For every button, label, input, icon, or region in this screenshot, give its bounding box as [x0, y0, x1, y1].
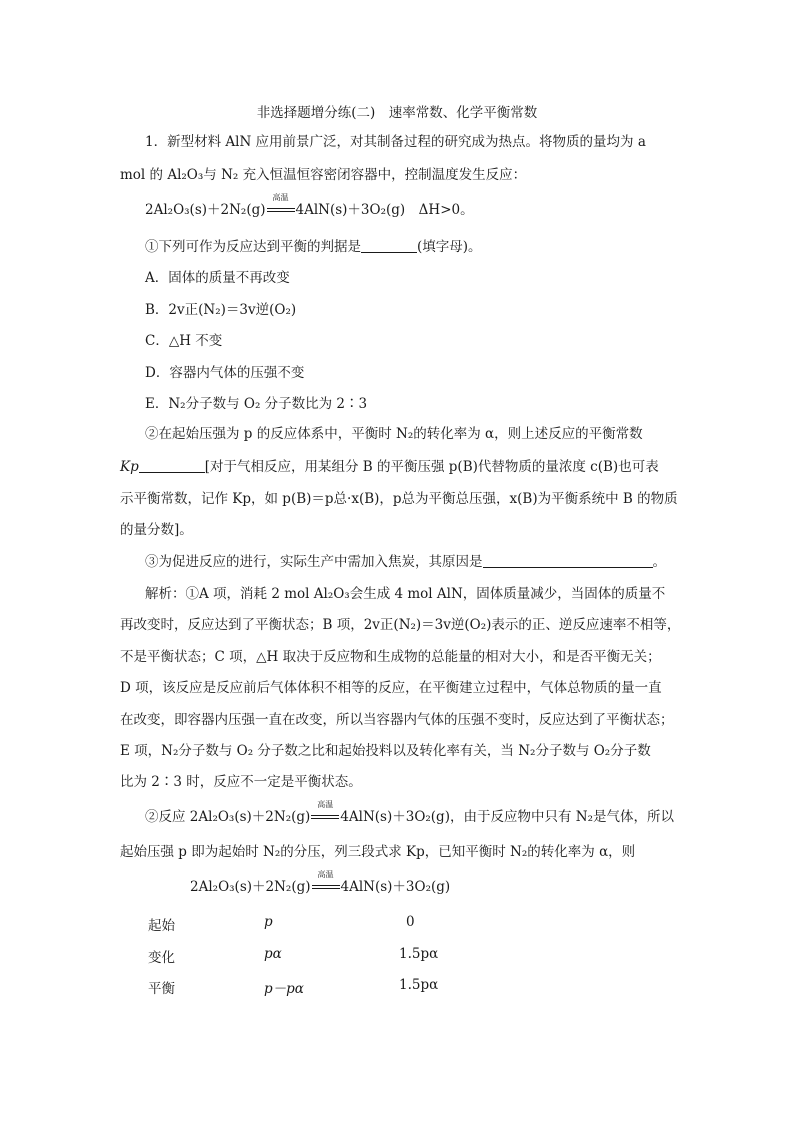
equation-left: 2Al₂O₃(s)＋2N₂(g) [145, 202, 266, 218]
part2-line-3: 示平衡常数，记作 Kp，如 p(B)＝p总·x(B)，p总为平衡总压强，x(B)为平衡系统中 B 的物质 [120, 491, 678, 507]
part3-prefix: ③为促进反应的进行，实际生产中需加入焦炭，其原因是 [145, 554, 483, 570]
table-condition: 高温 [317, 870, 334, 879]
analysis-line-5: 在改变，即容器内压强一直在改变，所以当容器内气体的压强不变时，反应达到了平衡状态； [120, 712, 674, 728]
part2-line-2 [120, 458, 659, 476]
equation-right: 4AlN(s)＋3O₂(g) ΔH>0。 [295, 202, 474, 218]
cell-equilibrium-o2: 1.5pα [399, 977, 439, 993]
part1-question [145, 238, 482, 256]
part3-question [145, 553, 666, 571]
cell-initial-o2: 0 [406, 914, 415, 930]
cell-change-o2: 1.5pα [399, 946, 439, 962]
row-label-initial: 起始 [148, 918, 175, 934]
option-b: B．2v正(N₂)＝3v逆(O₂) [145, 302, 297, 318]
analysis-line-3: 不是平衡状态；C 项，△H 取决于反应物和生成物的总能量的相对大小，和是否平衡无关； [120, 649, 661, 665]
row-label-change: 变化 [148, 950, 175, 966]
analysis-part2-line-1 [145, 800, 674, 826]
analysis-line-1: 解析：①A 项，消耗 2 mol Al₂O₃会生成 4 mol AlN，固体质量减少，当固体的质量不 [145, 586, 666, 602]
analysis-condition: 高温 [317, 800, 334, 809]
cell-initial-n2: p [264, 914, 273, 930]
three-stage-equation [190, 870, 451, 896]
analysis-line-6: E 项，N₂分子数与 O₂ 分子数之比和起始投料以及转化率有关，当 N₂分子数与 O₂分子数 [120, 743, 651, 759]
part3-suffix: 。 [652, 554, 666, 570]
equilibrium-arrow-icon [311, 870, 341, 893]
question-intro-line-1: 1．新型材料 AlN 应用前景广泛，对其制备过程的研究成为热点。将物质的量均为 a [145, 134, 646, 150]
question-intro-line-2: mol 的 Al₂O₃与 N₂ 充入恒温恒容密闭容器中，控制温度发生反应： [120, 167, 527, 183]
analysis-eq-left: ②反应 2Al₂O₃(s)＋2N₂(g) [145, 809, 311, 825]
kp-symbol: Kp [120, 459, 139, 475]
answer-blank-3 [483, 554, 653, 568]
table-eq-right: 4AlN(s)＋3O₂(g) [340, 879, 451, 895]
page-title: 非选择题增分练(二) 速率常数、化学平衡常数 [256, 105, 538, 121]
analysis-part2-line-2: 起始压强 p 即为起始时 N₂的分压，列三段式求 Kp，已知平衡时 N₂的转化率为 α，则 [120, 844, 636, 860]
analysis-eq-right: 4AlN(s)＋3O₂(g)，由于反应物中只有 N₂是气体，所以 [340, 809, 674, 825]
reaction-equation [145, 193, 474, 219]
equilibrium-arrow-icon [266, 193, 296, 216]
part1-prefix: ①下列可作为反应达到平衡的判据是 [145, 239, 361, 255]
option-e: E．N₂分子数与 O₂ 分子数比为 2∶3 [145, 396, 368, 412]
cell-change-n2: pα [264, 946, 282, 962]
table-eq-left: 2Al₂O₃(s)＋2N₂(g) [190, 879, 311, 895]
answer-blank-1 [361, 239, 417, 253]
option-a: A．固体的质量不再改变 [145, 270, 290, 286]
part2-line-2-text: [对于气相反应，用某组分 B 的平衡压强 p(B)代替物质的量浓度 c(B)也可表 [204, 459, 659, 475]
equilibrium-arrow-icon [310, 800, 340, 823]
option-d: D．容器内气体的压强不变 [145, 365, 305, 381]
analysis-line-2: 再改变时，反应达到了平衡状态；B 项，2v正(N₂)＝3v逆(O₂)表示的正、逆反应速率不相等， [120, 617, 681, 633]
part2-line-4: 的量分数]。 [120, 522, 193, 538]
part2-line-1: ②在起始压强为 p 的反应体系中，平衡时 N₂的转化率为 α，则上述反应的平衡常数 [145, 426, 643, 442]
row-label-equilibrium: 平衡 [148, 981, 175, 997]
equation-condition: 高温 [272, 193, 289, 202]
analysis-line-7: 比为 2∶3 时，反应不一定是平衡状态。 [120, 774, 362, 790]
answer-blank-2 [139, 459, 205, 473]
option-c: C．△H 不变 [145, 333, 223, 349]
analysis-line-4: D 项，该反应是反应前后气体体积不相等的反应，在平衡建立过程中，气体总物质的量一直 [120, 680, 662, 696]
cell-equilibrium-n2: p－pα [264, 981, 304, 997]
part1-suffix: (填字母)。 [417, 239, 482, 255]
